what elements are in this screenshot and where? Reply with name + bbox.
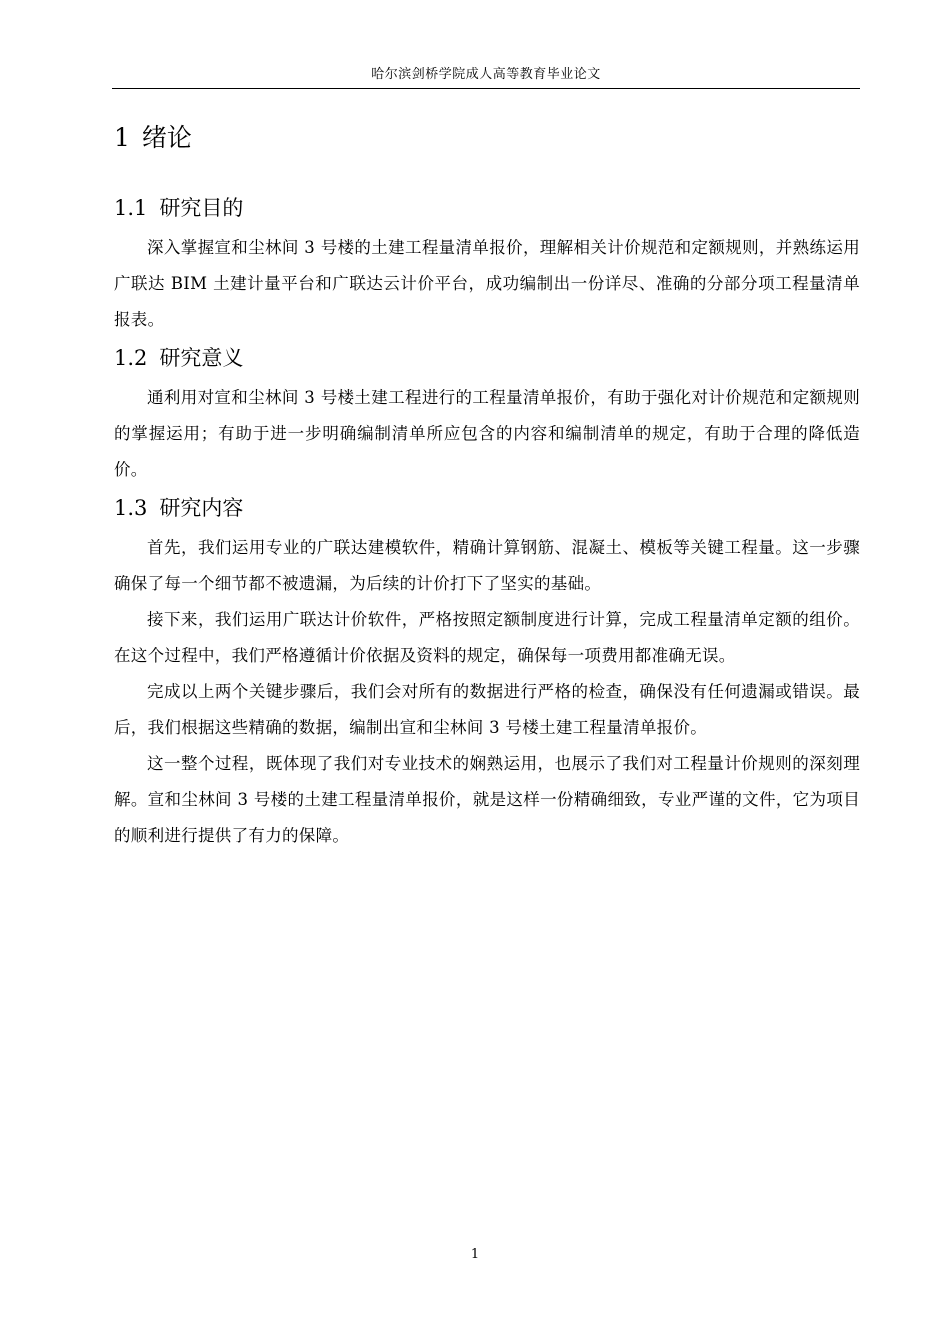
page-body [114, 116, 860, 856]
section-content [114, 490, 860, 854]
section-title: 研究目的 [159, 196, 244, 220]
section-title: 研究内容 [159, 496, 244, 520]
section-title: 研究意义 [159, 346, 244, 370]
paragraph: 首先，我们运用专业的广联达建模软件，精确计算钢筋、混凝土、模板等关键工程量。这一步骤确保了每一个细节都不被遗漏，为后续的计价打下了坚实的基础。 [114, 538, 860, 593]
chapter-number: 1 [114, 123, 130, 152]
header-rule [112, 88, 860, 89]
section-significance [114, 340, 860, 488]
paragraph: 接下来，我们运用广联达计价软件，严格按照定额制度进行计算，完成工程量清单定额的组价。在这个过程中，我们严格遵循计价依据及资料的规定，确保每一项费用都准确无误。 [114, 610, 860, 665]
chapter-heading [114, 116, 860, 160]
running-header: 哈尔滨剑桥学院成人高等教育毕业论文 [371, 67, 601, 82]
page-number: 1 [470, 1247, 480, 1262]
section-number: 1.1 [114, 196, 148, 220]
chapter-title: 绪论 [141, 123, 192, 152]
paragraph: 完成以上两个关键步骤后，我们会对所有的数据进行严格的检查，确保没有任何遗漏或错误。最后，我们根据这些精确的数据，编制出宣和尘林间 3 号楼土建工程量清单报价。 [114, 682, 860, 737]
paragraph: 这一整个过程，既体现了我们对专业技术的娴熟运用，也展示了我们对工程量计价规则的深刻理解。宣和尘林间 3 号楼的土建工程量清单报价，就是这样一份精确细致，专业严谨的文件，它为项目的顺利进行提供了有力的保障。 [114, 754, 860, 845]
section-purpose [114, 190, 860, 338]
section-heading [114, 340, 860, 376]
section-number: 1.2 [114, 346, 148, 370]
section-number: 1.3 [114, 496, 148, 520]
paragraph: 深入掌握宣和尘林间 3 号楼的土建工程量清单报价，理解相关计价规范和定额规则，并熟练运用广联达 BIM 土建计量平台和广联达云计价平台，成功编制出一份详尽、准确的分部分项工程量清单报表。 [114, 238, 860, 329]
section-heading [114, 190, 860, 226]
section-heading [114, 490, 860, 526]
paragraph: 通利用对宣和尘林间 3 号楼土建工程进行的工程量清单报价，有助于强化对计价规范和定额规则的掌握运用；有助于进一步明确编制清单所应包含的内容和编制清单的规定，有助于合理的降低造价。 [114, 388, 860, 479]
